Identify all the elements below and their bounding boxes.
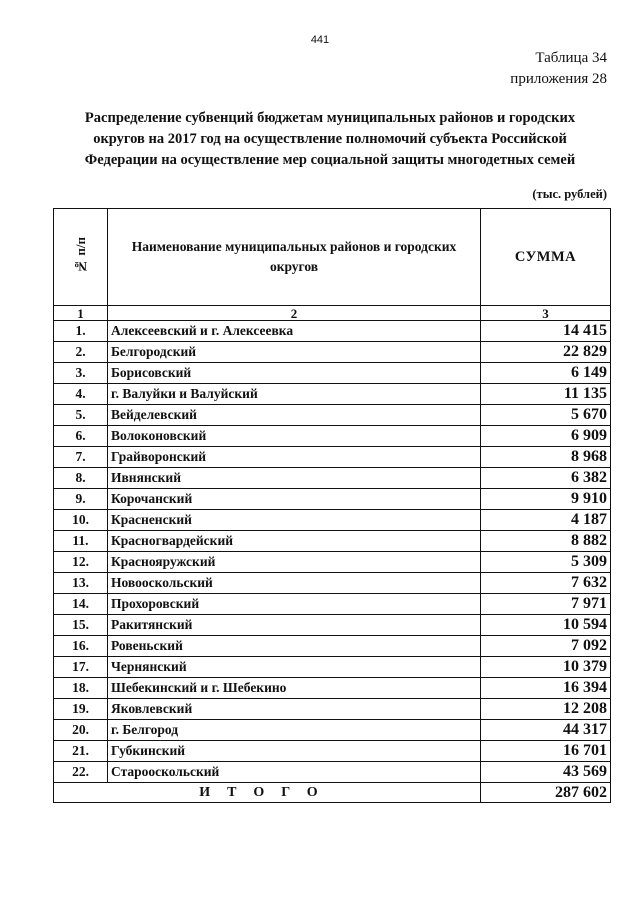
row-number: 11. [54, 531, 108, 552]
document-title: Распределение субвенций бюджетам муниципальных районов и городских округов на 2017 год на осуществление полномочий субъекта Российской Федерации на осуществление мер социальной защиты многодетных семей [84, 110, 576, 168]
row-sum: 6 382 [481, 468, 611, 489]
header-sum [481, 209, 611, 306]
row-number: 20. [54, 720, 108, 741]
table-row [54, 468, 611, 489]
header-name-label: Наименование муниципальных районов и городских округов [131, 239, 457, 274]
district-name: Старооскольский [108, 762, 481, 783]
row-sum: 4 187 [481, 510, 611, 531]
row-sum: 6 149 [481, 363, 611, 384]
row-number: 3. [54, 363, 108, 384]
row-sum: 10 379 [481, 657, 611, 678]
row-number: 17. [54, 657, 108, 678]
header-number [54, 209, 108, 306]
row-sum: 9 910 [481, 489, 611, 510]
header-number-label: № п/п [72, 236, 88, 274]
table-row [54, 447, 611, 468]
district-name: Шебекинский и г. Шебекино [108, 678, 481, 699]
district-name: Борисовский [108, 363, 481, 384]
table-row [54, 678, 611, 699]
row-sum: 8 968 [481, 447, 611, 468]
row-number: 18. [54, 678, 108, 699]
header-name [108, 209, 481, 306]
row-sum: 7 971 [481, 594, 611, 615]
row-sum: 5 670 [481, 405, 611, 426]
table-row [54, 699, 611, 720]
row-sum: 44 317 [481, 720, 611, 741]
row-sum: 5 309 [481, 552, 611, 573]
table-row [54, 321, 611, 342]
district-name: Губкинский [108, 741, 481, 762]
row-sum: 11 135 [481, 384, 611, 405]
subvention-table [53, 208, 611, 803]
table-row [54, 615, 611, 636]
row-number: 5. [54, 405, 108, 426]
row-number: 14. [54, 594, 108, 615]
district-name: Корочанский [108, 489, 481, 510]
district-name: Чернянский [108, 657, 481, 678]
table-row [54, 552, 611, 573]
district-name: Прохоровский [108, 594, 481, 615]
table-row [54, 762, 611, 783]
table-row [54, 657, 611, 678]
row-sum: 7 092 [481, 636, 611, 657]
table-row [54, 594, 611, 615]
table-caption [510, 48, 607, 90]
district-name: Волоконовский [108, 426, 481, 447]
table-row [54, 426, 611, 447]
row-number: 10. [54, 510, 108, 531]
table-row [54, 342, 611, 363]
district-name: Вейделевский [108, 405, 481, 426]
row-number: 9. [54, 489, 108, 510]
row-sum: 8 882 [481, 531, 611, 552]
row-number: 8. [54, 468, 108, 489]
row-sum: 12 208 [481, 699, 611, 720]
row-sum: 43 569 [481, 762, 611, 783]
caption-appendix: приложения 28 [510, 71, 607, 87]
table-row [54, 363, 611, 384]
column-number-row [54, 306, 611, 321]
district-name: Алексеевский и г. Алексеевка [108, 321, 481, 342]
row-number: 16. [54, 636, 108, 657]
district-name: Грайворонский [108, 447, 481, 468]
table-header-row [54, 209, 611, 306]
row-number: 2. [54, 342, 108, 363]
header-sum-label: СУММА [514, 248, 577, 265]
table-row [54, 405, 611, 426]
row-number: 12. [54, 552, 108, 573]
table-row [54, 573, 611, 594]
district-name: Ровеньский [108, 636, 481, 657]
row-sum: 16 394 [481, 678, 611, 699]
table-body [54, 321, 611, 783]
row-number: 19. [54, 699, 108, 720]
district-name: Новооскольский [108, 573, 481, 594]
table-row [54, 636, 611, 657]
units-label: (тыс. рублей) [532, 187, 607, 201]
table-row [54, 741, 611, 762]
district-name: Красногвардейский [108, 531, 481, 552]
row-sum: 16 701 [481, 741, 611, 762]
district-name: г. Валуйки и Валуйский [108, 384, 481, 405]
table-row [54, 531, 611, 552]
row-number: 1. [54, 321, 108, 342]
district-name: Ракитянский [108, 615, 481, 636]
row-number: 13. [54, 573, 108, 594]
caption-table-number: Таблица 34 [535, 50, 607, 66]
table-row [54, 384, 611, 405]
row-number: 15. [54, 615, 108, 636]
district-name: Краснояружский [108, 552, 481, 573]
district-name: Ивнянский [108, 468, 481, 489]
district-name: Красненский [108, 510, 481, 531]
row-sum: 14 415 [481, 321, 611, 342]
district-name: Белгородский [108, 342, 481, 363]
page-number: 441 [310, 34, 330, 46]
column-number: 3 [481, 306, 611, 321]
row-number: 7. [54, 447, 108, 468]
column-number: 1 [54, 306, 108, 321]
district-name: г. Белгород [108, 720, 481, 741]
row-sum: 10 594 [481, 615, 611, 636]
total-sum: 287 602 [481, 783, 611, 803]
table-row [54, 510, 611, 531]
row-number: 6. [54, 426, 108, 447]
table-row [54, 720, 611, 741]
table-row [54, 489, 611, 510]
column-number: 2 [108, 306, 481, 321]
row-sum: 7 632 [481, 573, 611, 594]
row-sum: 6 909 [481, 426, 611, 447]
total-row [54, 783, 611, 803]
district-name: Яковлевский [108, 699, 481, 720]
row-number: 21. [54, 741, 108, 762]
row-sum: 22 829 [481, 342, 611, 363]
row-number: 4. [54, 384, 108, 405]
row-number: 22. [54, 762, 108, 783]
total-label: ИТОГО [54, 783, 481, 803]
